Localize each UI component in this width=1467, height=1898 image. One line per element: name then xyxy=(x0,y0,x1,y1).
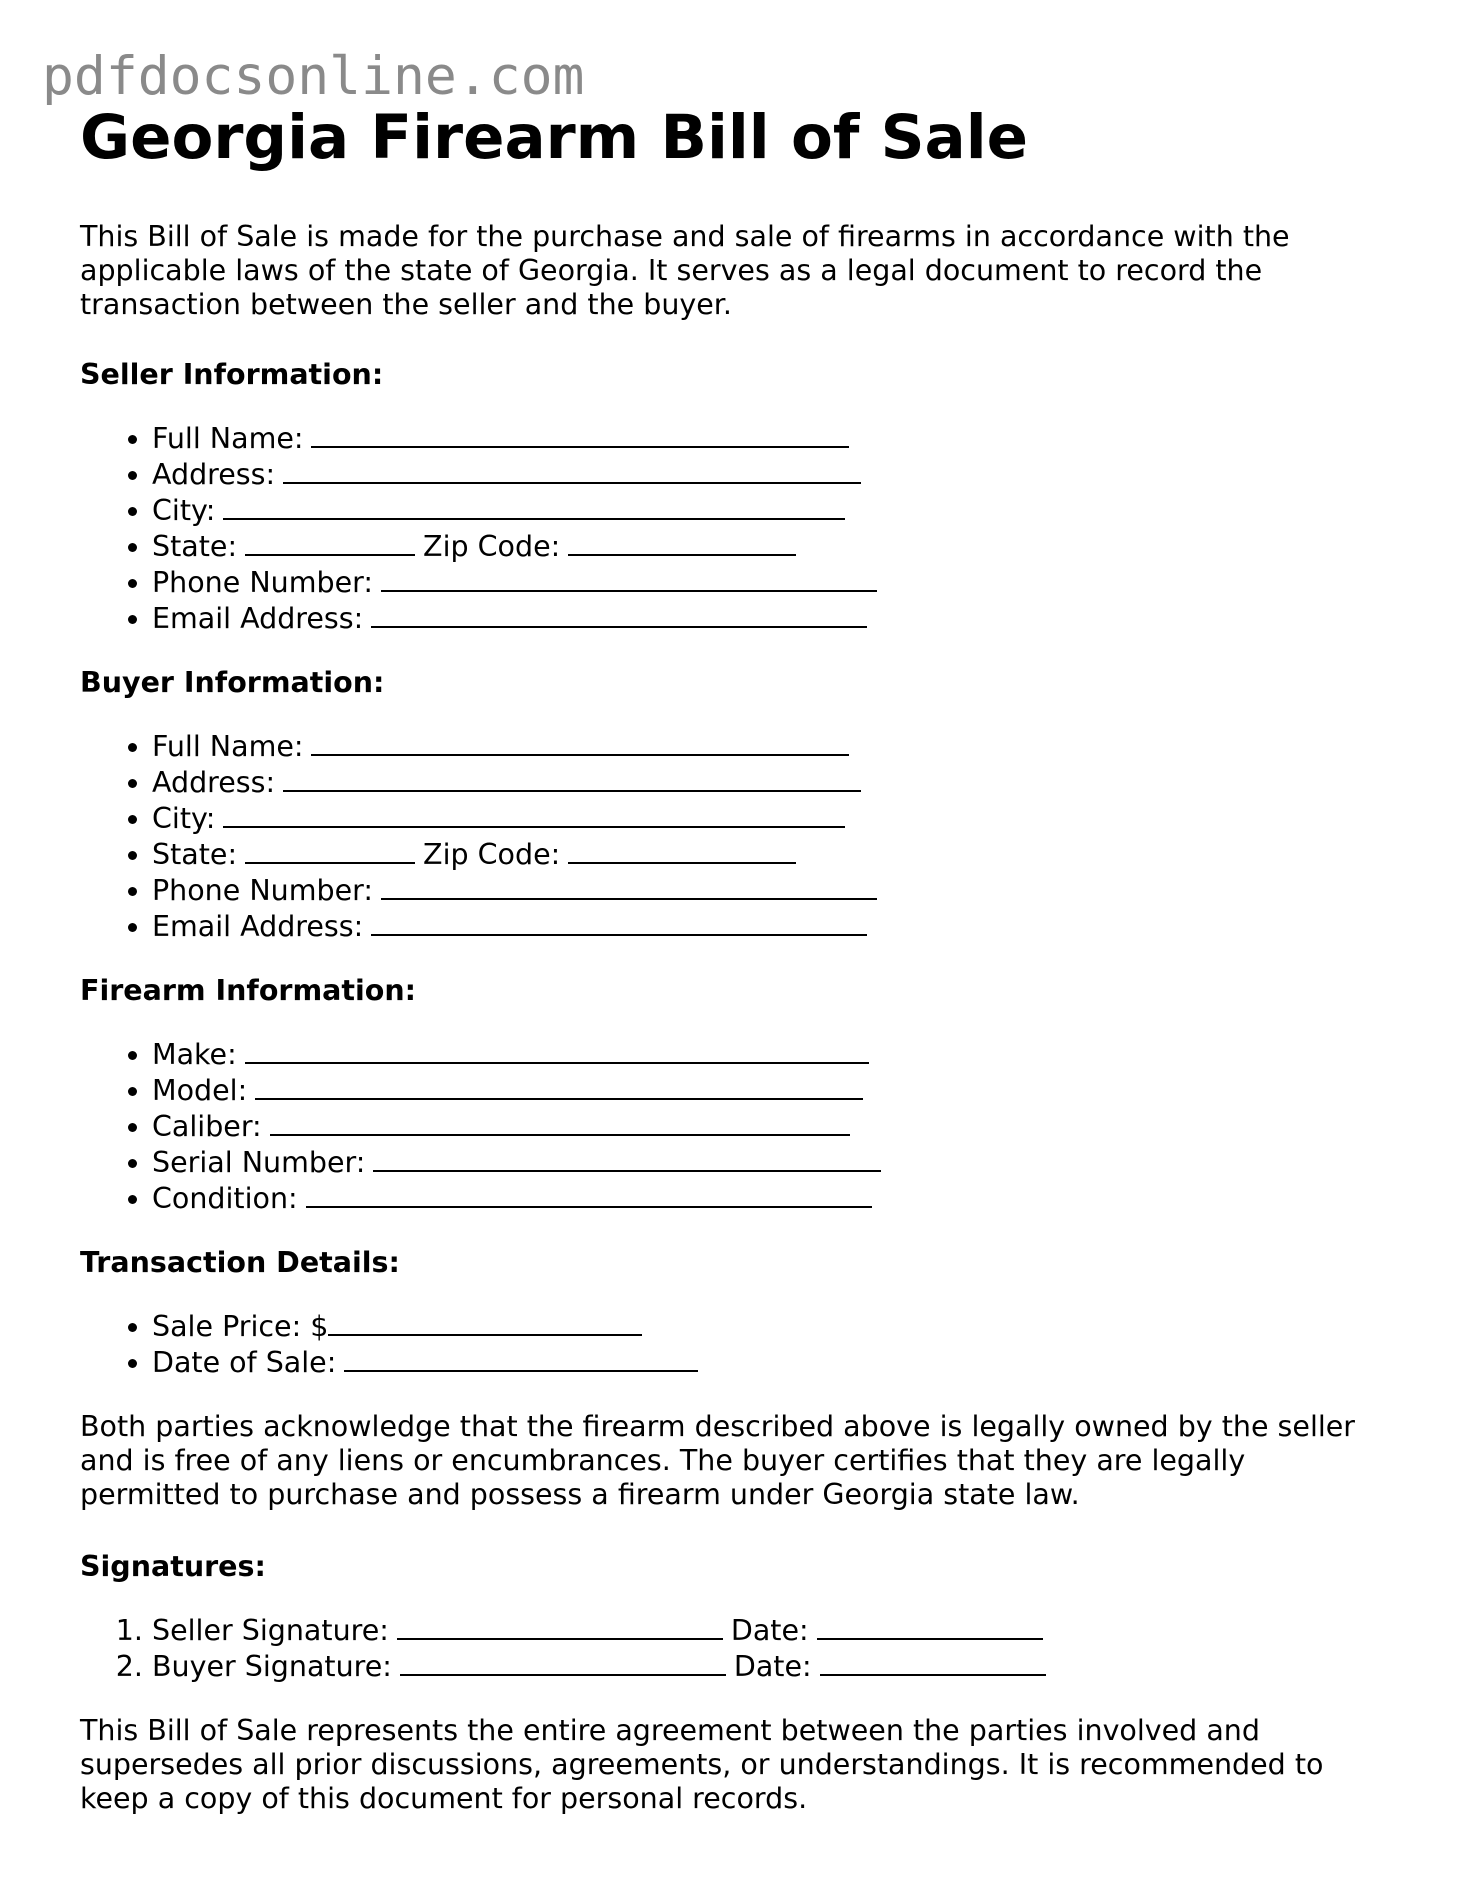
field-label: City: xyxy=(152,802,216,835)
seller-phone-field xyxy=(152,564,1390,600)
buyer-date-blank[interactable] xyxy=(820,1648,1046,1676)
field-label: Caliber: xyxy=(152,1110,262,1143)
buyer-email-field xyxy=(152,908,1390,944)
document-page xyxy=(80,100,1390,1816)
buyer-heading: Buyer Information: xyxy=(80,666,385,699)
buyer-address-blank[interactable] xyxy=(283,764,861,792)
firearm-serial-field xyxy=(152,1144,1390,1180)
closing-paragraph: This Bill of Sale represents the entire agreement between the parties involved and supersedes all prior discussions, agreements, or understandings. It is recommended to keep a copy of this document for personal records. xyxy=(80,1714,1324,1815)
firearm-make-blank[interactable] xyxy=(245,1036,869,1064)
buyer-phone-field xyxy=(152,872,1390,908)
field-label: Zip Code: xyxy=(423,530,561,563)
firearm-make-field xyxy=(152,1036,1390,1072)
seller-city-blank[interactable] xyxy=(223,492,845,520)
field-label: State: xyxy=(152,838,238,871)
field-label: Buyer Signature: xyxy=(152,1650,392,1683)
buyer-email-blank[interactable] xyxy=(371,908,867,936)
watermark-text: pdfdocsonline.com xyxy=(42,46,585,107)
field-label: Zip Code: xyxy=(423,838,561,871)
buyer-full-name-blank[interactable] xyxy=(311,728,849,756)
field-label: Model: xyxy=(152,1074,248,1107)
sale-price-blank[interactable] xyxy=(328,1308,642,1336)
field-label: Date of Sale: xyxy=(152,1346,337,1379)
transaction-fields-list xyxy=(80,1308,1390,1380)
buyer-city-blank[interactable] xyxy=(223,800,845,828)
field-label: Seller Signature: xyxy=(152,1614,389,1647)
seller-state-blank[interactable] xyxy=(245,528,415,556)
seller-zip-blank[interactable] xyxy=(568,528,796,556)
seller-fields-list xyxy=(80,420,1390,636)
buyer-signature-blank[interactable] xyxy=(400,1648,726,1676)
buyer-state-zip-field xyxy=(152,836,1390,872)
field-label: Phone Number: xyxy=(152,566,373,599)
buyer-fields-list xyxy=(80,728,1390,944)
field-label: Address: xyxy=(152,766,276,799)
field-label: Date: xyxy=(730,1614,809,1647)
field-label: Full Name: xyxy=(152,730,304,763)
firearm-serial-blank[interactable] xyxy=(373,1144,881,1172)
field-label: Sale Price: $ xyxy=(152,1310,329,1343)
firearm-caliber-field xyxy=(152,1108,1390,1144)
field-label: State: xyxy=(152,530,238,563)
firearm-condition-field xyxy=(152,1180,1390,1216)
firearm-fields-list xyxy=(80,1036,1390,1216)
seller-address-field xyxy=(152,456,1390,492)
seller-email-field xyxy=(152,600,1390,636)
seller-full-name-blank[interactable] xyxy=(311,420,849,448)
field-label: Phone Number: xyxy=(152,874,373,907)
seller-full-name-field xyxy=(152,420,1390,456)
seller-date-blank[interactable] xyxy=(817,1612,1043,1640)
signatures-heading: Signatures: xyxy=(80,1550,266,1583)
date-of-sale-field xyxy=(152,1344,1390,1380)
seller-signature-field xyxy=(152,1612,1390,1648)
date-of-sale-blank[interactable] xyxy=(344,1344,698,1372)
field-label: City: xyxy=(152,494,216,527)
firearm-model-field xyxy=(152,1072,1390,1108)
buyer-address-field xyxy=(152,764,1390,800)
firearm-condition-blank[interactable] xyxy=(306,1180,872,1208)
firearm-heading: Firearm Information: xyxy=(80,974,417,1007)
seller-signature-blank[interactable] xyxy=(397,1612,723,1640)
field-label: Serial Number: xyxy=(152,1146,366,1179)
buyer-signature-field xyxy=(152,1648,1390,1684)
buyer-full-name-field xyxy=(152,728,1390,764)
buyer-phone-blank[interactable] xyxy=(381,872,877,900)
intro-paragraph: This Bill of Sale is made for the purchase and sale of firearms in accordance with the applicable laws of the state of Georgia. It serves as a legal document to record the transaction between the seller and the buyer. xyxy=(80,220,1290,321)
field-label: Email Address: xyxy=(152,910,364,943)
field-label: Full Name: xyxy=(152,422,304,455)
transaction-heading: Transaction Details: xyxy=(80,1246,400,1279)
seller-heading: Seller Information: xyxy=(80,358,384,391)
signatures-list xyxy=(80,1612,1390,1684)
seller-phone-blank[interactable] xyxy=(381,564,877,592)
seller-address-blank[interactable] xyxy=(283,456,861,484)
firearm-caliber-blank[interactable] xyxy=(270,1108,850,1136)
buyer-zip-blank[interactable] xyxy=(568,836,796,864)
seller-city-field xyxy=(152,492,1390,528)
seller-state-zip-field xyxy=(152,528,1390,564)
document-title: Georgia Firearm Bill of Sale xyxy=(80,102,1029,173)
buyer-city-field xyxy=(152,800,1390,836)
seller-email-blank[interactable] xyxy=(371,600,867,628)
sale-price-field xyxy=(152,1308,1390,1344)
field-label: Condition: xyxy=(152,1182,298,1215)
acknowledgement-paragraph: Both parties acknowledge that the firearm described above is legally owned by the seller and is free of any liens or encumbrances. The buyer certifies that they are legally permitted to purchase and possess a firearm under Georgia state law. xyxy=(80,1410,1356,1511)
field-label: Address: xyxy=(152,458,276,491)
firearm-model-blank[interactable] xyxy=(255,1072,863,1100)
buyer-state-blank[interactable] xyxy=(245,836,415,864)
field-label: Email Address: xyxy=(152,602,364,635)
field-label: Date: xyxy=(733,1650,812,1683)
field-label: Make: xyxy=(152,1038,237,1071)
